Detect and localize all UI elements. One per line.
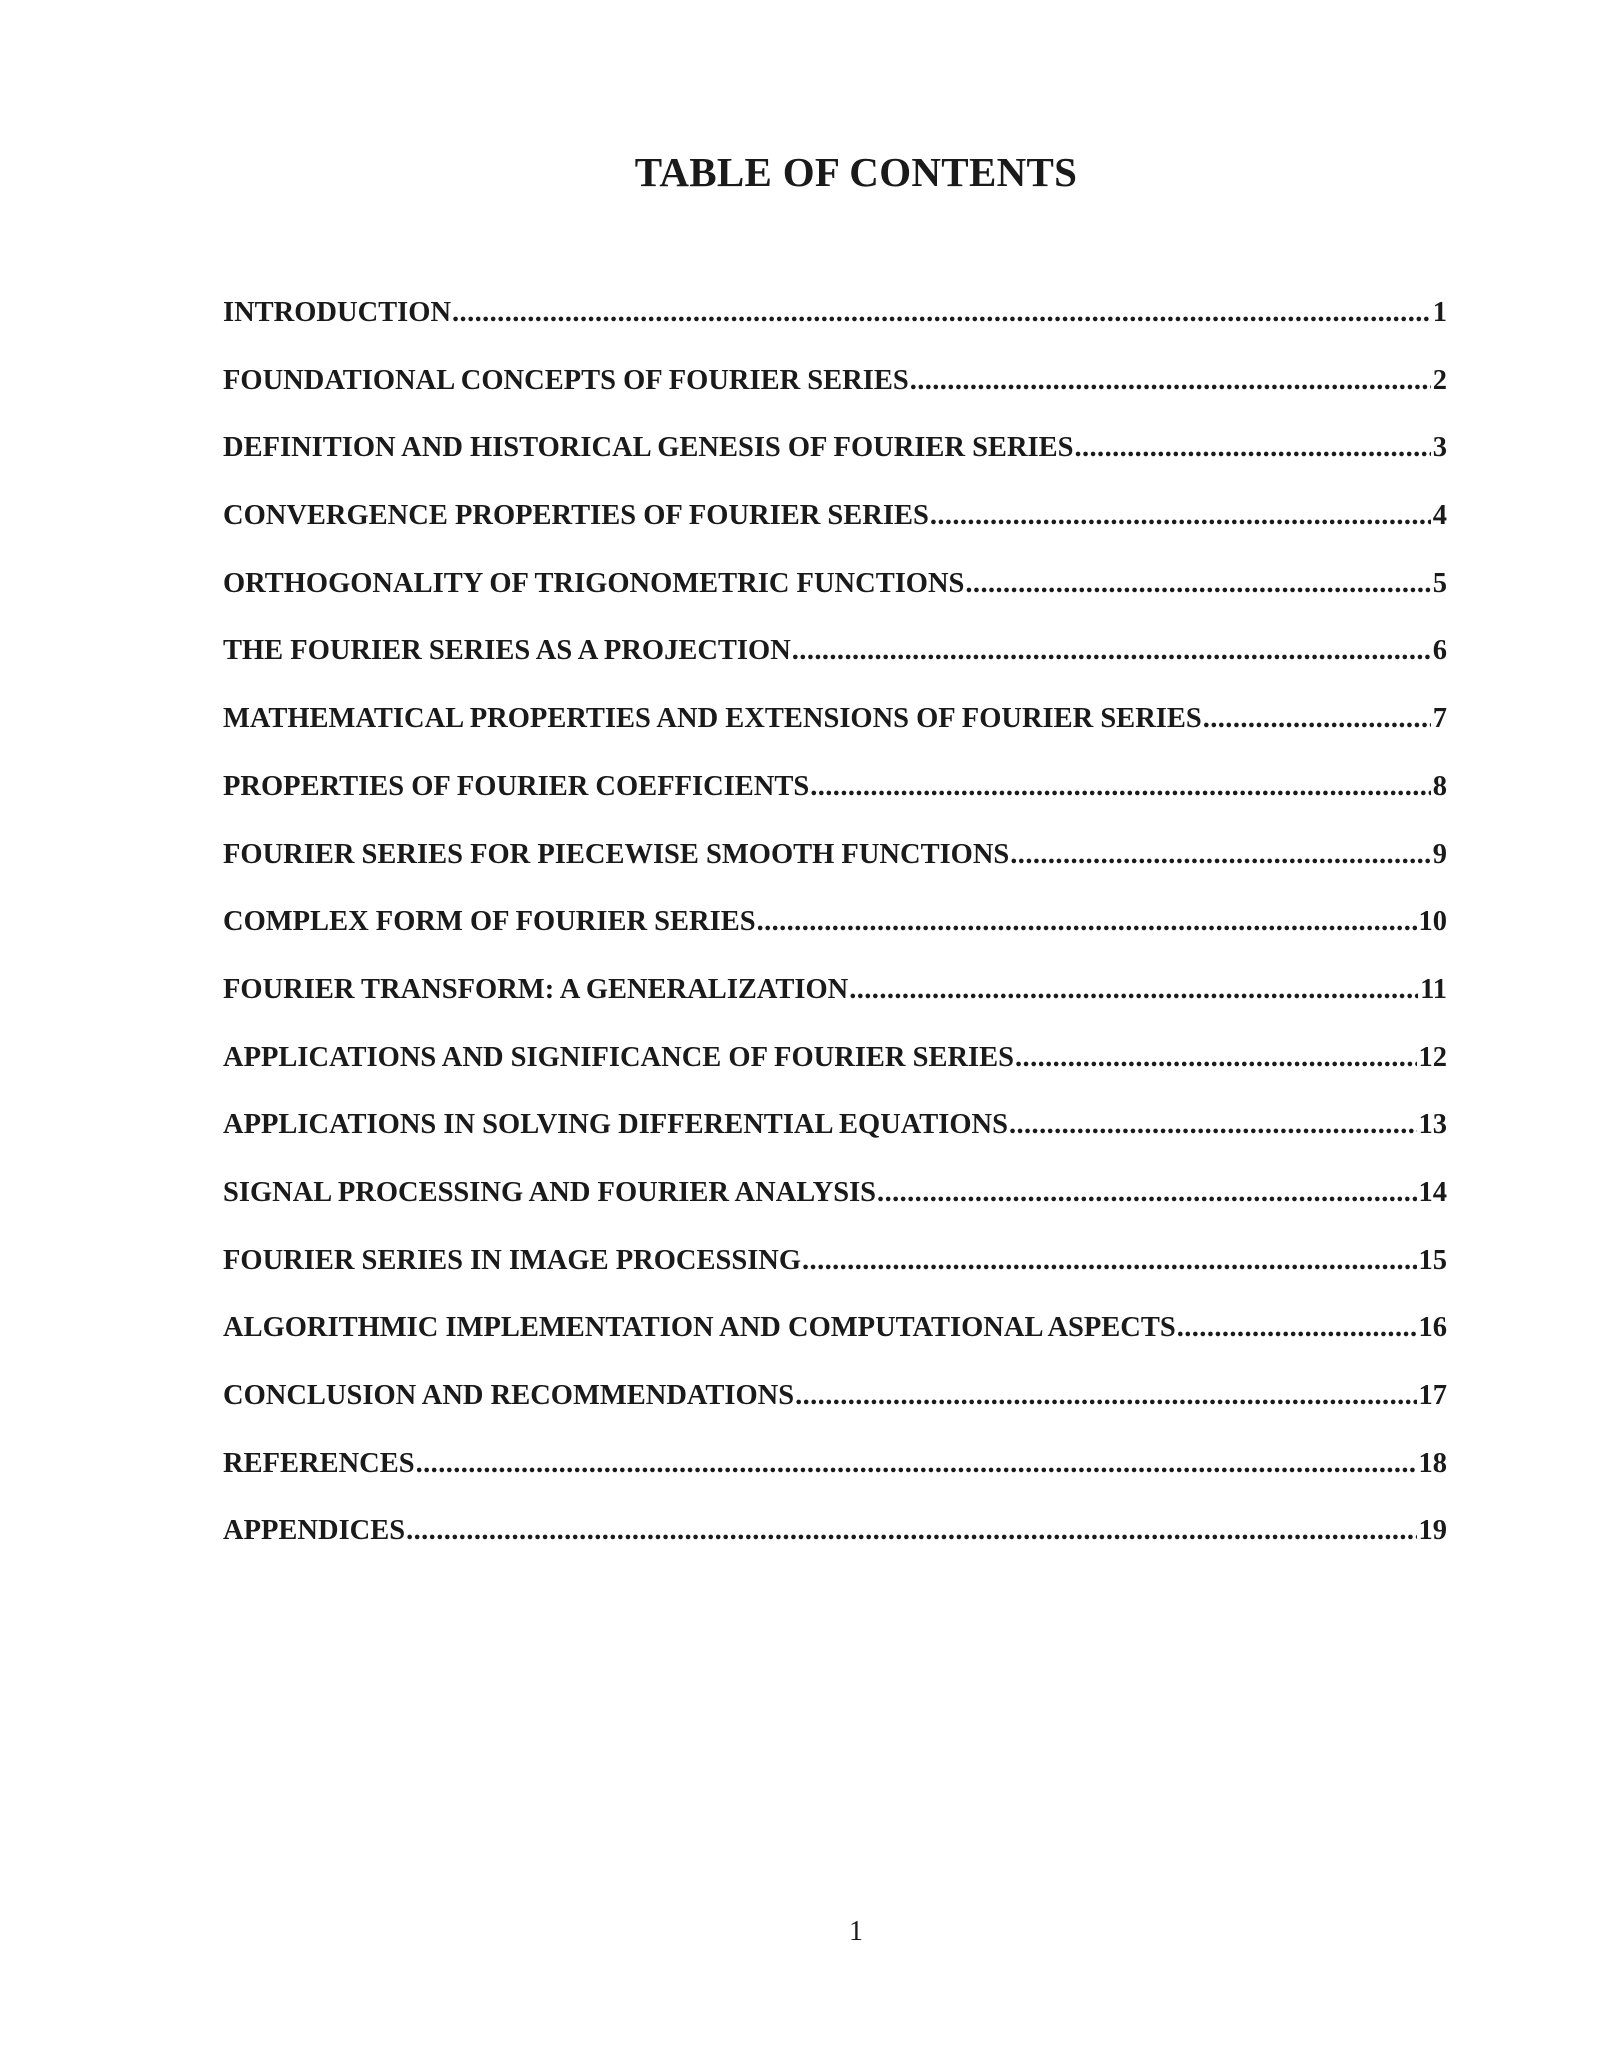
toc-entry-label: SIGNAL PROCESSING AND FOURIER ANALYSIS xyxy=(223,1176,877,1208)
toc-entry-13[interactable] xyxy=(223,1105,1447,1173)
toc-entry-label: ALGORITHMIC IMPLEMENTATION AND COMPUTATIONAL ASPECTS xyxy=(223,1312,1176,1344)
toc-dot-leader xyxy=(1203,699,1431,739)
toc-dot-leader xyxy=(1177,1308,1417,1348)
toc-dot-leader xyxy=(1009,1105,1417,1145)
toc-dot-leader xyxy=(795,1376,1416,1416)
toc-entry-page: 18 xyxy=(1418,1447,1447,1479)
toc-entry-19[interactable] xyxy=(223,1511,1447,1579)
toc-dot-leader xyxy=(1074,428,1430,468)
toc-entry-page: 10 xyxy=(1418,906,1447,938)
toc-entry-11[interactable] xyxy=(223,970,1447,1038)
toc-entry-6[interactable] xyxy=(223,631,1447,699)
toc-entry-3[interactable] xyxy=(223,428,1447,496)
toc-entry-page: 16 xyxy=(1418,1312,1447,1344)
toc-entry-15[interactable] xyxy=(223,1241,1447,1309)
toc-entry-17[interactable] xyxy=(223,1376,1447,1444)
toc-entry-label: CONVERGENCE PROPERTIES OF FOURIER SERIES xyxy=(223,500,929,532)
toc-entry-page: 8 xyxy=(1432,770,1447,802)
toc-entry-2[interactable] xyxy=(223,361,1447,429)
toc-dot-leader xyxy=(810,767,1431,807)
toc-entry-label: FOURIER SERIES FOR PIECEWISE SMOOTH FUNCTIONS xyxy=(223,838,1010,870)
toc-entry-page: 11 xyxy=(1420,973,1447,1005)
page-title: TABLE OF CONTENTS xyxy=(634,149,1078,195)
toc-entry-18[interactable] xyxy=(223,1444,1447,1512)
toc-dot-leader xyxy=(930,496,1431,536)
toc-entry-label: COMPLEX FORM OF FOURIER SERIES xyxy=(223,906,756,938)
toc-entry-4[interactable] xyxy=(223,496,1447,564)
toc-entry-label: INTRODUCTION xyxy=(223,297,452,328)
toc-dot-leader xyxy=(1015,1038,1416,1078)
toc-entry-1[interactable] xyxy=(223,293,1447,361)
toc-dot-leader xyxy=(877,1173,1416,1213)
toc-dot-leader xyxy=(910,361,1431,401)
toc-entry-9[interactable] xyxy=(223,835,1447,903)
toc-dot-leader xyxy=(1010,835,1430,875)
toc-entry-label: APPLICATIONS IN SOLVING DIFFERENTIAL EQUATIONS xyxy=(223,1109,1008,1141)
toc-dot-leader xyxy=(965,564,1430,604)
toc-entry-label: FOUNDATIONAL CONCEPTS OF FOURIER SERIES xyxy=(223,364,909,396)
toc-entry-page: 19 xyxy=(1418,1515,1447,1547)
toc-entry-16[interactable] xyxy=(223,1308,1447,1376)
toc-entry-page: 17 xyxy=(1418,1380,1447,1411)
toc-entry-5[interactable] xyxy=(223,564,1447,632)
toc-entry-label: ORTHOGONALITY OF TRIGONOMETRIC FUNCTIONS xyxy=(223,567,965,599)
toc-entry-page: 5 xyxy=(1432,567,1447,599)
toc-entry-page: 4 xyxy=(1432,500,1447,532)
toc-entry-12[interactable] xyxy=(223,1038,1447,1106)
toc-entry-label: REFERENCES xyxy=(223,1447,415,1479)
toc-entry-page: 13 xyxy=(1418,1109,1447,1141)
toc-entry-page: 1 xyxy=(1432,297,1447,328)
toc-entry-page: 12 xyxy=(1418,1041,1447,1073)
toc-entry-label: PROPERTIES OF FOURIER COEFFICIENTS xyxy=(223,770,810,802)
toc-dot-leader xyxy=(416,1444,1417,1484)
toc-entry-label: MATHEMATICAL PROPERTIES AND EXTENSIONS OF FOURIER SERIES xyxy=(223,703,1202,735)
toc-entry-label: DEFINITION AND HISTORICAL GENESIS OF FOURIER SERIES xyxy=(223,432,1074,464)
toc-dot-leader xyxy=(757,902,1417,942)
toc-entry-page: 3 xyxy=(1432,432,1447,464)
toc-entry-label: THE FOURIER SERIES AS A PROJECTION xyxy=(223,635,791,667)
toc-entry-label: APPENDICES xyxy=(223,1515,406,1547)
toc-entry-label: FOURIER SERIES IN IMAGE PROCESSING xyxy=(223,1244,802,1276)
toc-entry-10[interactable] xyxy=(223,902,1447,970)
page-number: 1 xyxy=(849,1916,863,1947)
toc-entry-page: 9 xyxy=(1432,838,1447,870)
toc-entry-label: CONCLUSION AND RECOMMENDATIONS xyxy=(223,1380,795,1411)
toc-entry-page: 7 xyxy=(1432,703,1447,735)
toc-dot-leader xyxy=(406,1511,1416,1551)
toc-entry-14[interactable] xyxy=(223,1173,1447,1241)
toc-entry-page: 15 xyxy=(1418,1244,1447,1276)
toc-entry-7[interactable] xyxy=(223,699,1447,767)
toc-entry-label: FOURIER TRANSFORM: A GENERALIZATION xyxy=(223,973,849,1005)
toc-entry-page: 14 xyxy=(1418,1176,1447,1208)
toc-dot-leader xyxy=(802,1241,1416,1281)
toc-entry-label: APPLICATIONS AND SIGNIFICANCE OF FOURIER SERIES xyxy=(223,1041,1015,1073)
toc-dot-leader xyxy=(452,293,1431,333)
toc-entry-page: 6 xyxy=(1432,635,1447,667)
toc-entry-8[interactable] xyxy=(223,767,1447,835)
toc-entry-page: 2 xyxy=(1432,364,1447,396)
toc-dot-leader xyxy=(849,970,1418,1010)
toc-dot-leader xyxy=(792,631,1431,671)
table-of-contents xyxy=(223,293,1447,1579)
